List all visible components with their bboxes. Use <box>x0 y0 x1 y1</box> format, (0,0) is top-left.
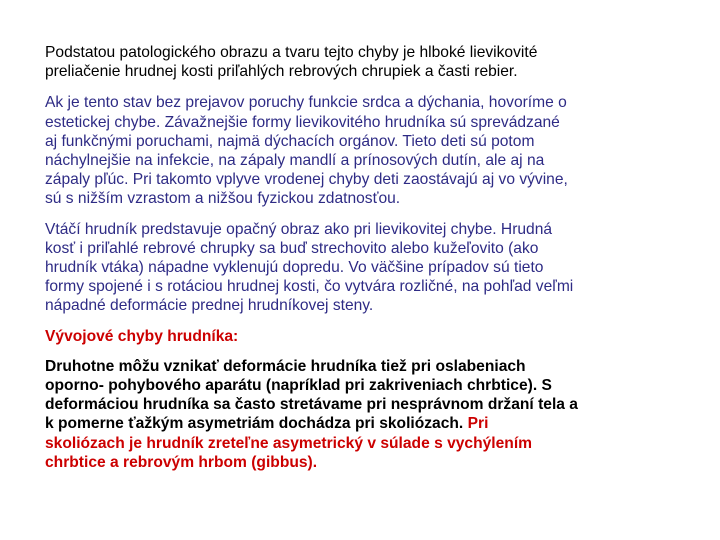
secondary-deformities-text: Druhotne môžu vznikať deformácie hrudníka tiež pri oslabeniach oporno- pohybového aparátu (napríklad pri zakriveniach chrbtice). S deformáciou hrudníka sa často stretávame pri nesprávnom držaní tela a k pomerne ťažkým asymetriám dochádza pri skoliózach. <box>45 357 578 433</box>
paragraph-pathology-intro: Podstatou patologického obrazu a tvaru tejto chyby je hlboké lievikovité preliačenie hrudnej kosti priľahlých rebrových chrupiek a časti rebier. <box>45 44 538 81</box>
slide-text-content <box>45 43 675 472</box>
heading-developmental-defects: Vývojové chyby hrudníka: <box>45 327 239 345</box>
paragraph-aesthetic-defect: Ak je tento stav bez prejavov poruchy funkcie srdca a dýchania, hovoríme o estetickej chybe. Závažnejšie formy lievikovitého hrudníka sú sprevádzané aj funkčnými poruchami, najmä dýchacích orgánov. Tieto deti sú potom náchylnejšie na infekcie, na zápaly mandlí a prínosových dutín, ale aj na zápaly pľúc. Pri takomto vplyve vrodenej chyby deti zaostávajú aj vo vývine, sú s nižším vzrastom a nižšou fyzickou zdatnosťou. <box>45 94 568 208</box>
paragraph-pigeon-chest: Vtáčí hrudník predstavuje opačný obraz ako pri lievikovitej chybe. Hrudná kosť i priľahlé rebrové chrupky sa buď strechovito alebo kužeľovito (ako hrudník vtáka) nápadne vyklenujú dopredu. Vo väčšine prípadov sú tieto formy spojené i s rotáciou hrudnej kosti, čo vytvára rozličné, na pohľad veľmi nápadné deformácie prednej hrudníkovej steny. <box>45 220 574 315</box>
paragraph-secondary-deformities <box>45 357 675 472</box>
scoliosis-highlight-text: Pri skoliózach je hrudník zreteľne asymetrický v súlade s vychýlením chrbtice a rebrovým hrbom (gibbus). <box>45 415 533 471</box>
